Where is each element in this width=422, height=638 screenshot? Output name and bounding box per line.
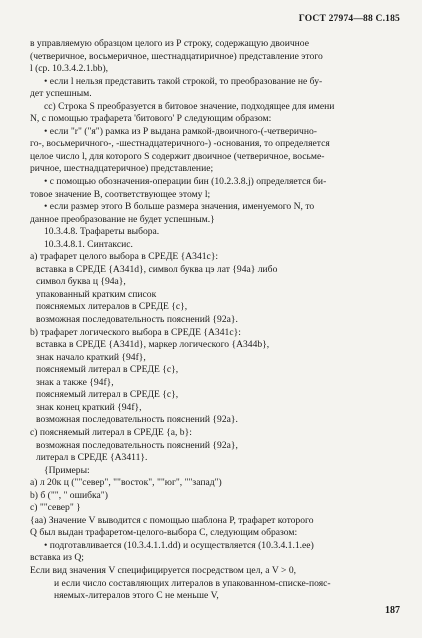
body-text (30, 38, 398, 603)
rule-line: поясняемый литерал в СРЕДЕ {c}, (36, 364, 179, 376)
text-line: вставка из Q; (30, 552, 84, 564)
text-line: • если l нельзя представить такой строкой, то преобразование не бу- (44, 75, 323, 87)
text-line: (четверичное, восьмеричное, шестнадцатиричное) представление этого (30, 50, 323, 62)
text-line: и если число составляющих литералов в упакованном-списке-пояс- (54, 577, 331, 589)
rule-line: возможная последовательность пояснений {92a}. (36, 414, 238, 426)
text-line: N, с помощью трафарета 'битового' Р следующим образом: (30, 113, 272, 125)
example-line: c) ""север" } (30, 502, 81, 514)
text-line: товое значение В, соответствующее этому l; (30, 188, 211, 200)
rule-line: a) трафарет целого выбора в СРЕДЕ {A341c}: (30, 251, 219, 263)
rule-line: возможная последовательность пояснений {92a}. (36, 314, 238, 326)
rule-line: символ буква ц {94a}, (36, 276, 126, 288)
rule-line: b) трафарет логического выбора в СРЕДЕ {A341c}: (30, 326, 241, 338)
example-line: b) б ("", " ошибка") (30, 489, 108, 501)
text-line: • если размер этого В больше размера значения, именуемого N, то (44, 201, 315, 213)
text-line: Если вид значения V специфицируется посредством цел, а V > 0, (30, 564, 297, 576)
rule-line: c) поясняемый литерал в СРЕДЕ {a, b}: (30, 426, 192, 438)
examples-heading: {Примеры: (44, 464, 90, 476)
text-line: в управляемую образцом целого из Р строку, содержащую двоичное (30, 38, 309, 49)
text-line: ричное, шестнадцатеричное) представление; (30, 163, 214, 175)
page-number: 187 (385, 605, 400, 616)
rule-line: возможная последовательность пояснений {92a}, (36, 439, 238, 451)
rule-line: вставка в СРЕДЕ {A341d}, маркер логического {A344b}, (36, 339, 270, 351)
section-heading: 10.3.4.8.1. Синтаксис. (44, 238, 133, 250)
text-line: няемых-литералов этого С не меньше V, (54, 590, 219, 602)
rule-line: упакованный кратким список (36, 288, 157, 300)
text-line: {аа) Значение V выводится с помощью шаблона Р, трафарет которого (30, 514, 314, 526)
text-line: го-, восьмеричного-, -шестнадцатеричного-) -основания, то определяется (30, 138, 330, 150)
text-line: • подготавливается (10.3.4.1.1.dd) и осуществляется (10.3.4.1.1.ee) (44, 539, 314, 551)
text-line: l (ср. 10.3.4.2.1.bb), (30, 63, 109, 75)
rule-line: вставка в СРЕДЕ {A341d}, символ буква цэ лат {94a} либо (36, 263, 278, 275)
text-line: • если "r" ("я") рамка из Р выдана рамкой-двоичного-(-четверично- (44, 125, 317, 137)
rule-line: поясняемый литерал в СРЕДЕ {c}, (36, 389, 179, 401)
rule-line: знак конец краткий {94f}, (36, 401, 142, 413)
text-line: дет успешным. (30, 88, 92, 100)
rule-line: знак а также {94f}, (36, 376, 114, 388)
text-line: данное преобразование не будет успешным.} (30, 213, 215, 225)
section-heading: 10.3.4.8. Трафареты выбора. (44, 226, 160, 238)
running-header: ГОСТ 27974—88 С.185 (298, 14, 400, 24)
text-line: Q был выдан трафаретом-целого-выбора С, следующим образом: (30, 527, 298, 539)
example-line: a) л 20к ц (""север", ""восток", ""юг", ""запад") (30, 477, 222, 489)
rule-line: поясняемых литералов в СРЕДЕ {c}, (36, 301, 188, 313)
rule-line: литерал в СРЕДЕ {A3411}. (36, 452, 148, 464)
rule-line: знак начало краткий {94f}, (36, 351, 146, 363)
text-line: cc) Строка S преобразуется в битовое значение, подходящее для имени (44, 100, 335, 112)
text-line: • с помощью обозначения-операции бин (10.2.3.8.j) определяется би- (44, 176, 327, 188)
text-line: целое число l, для которого S содержит двоичное (четверичное, восьме- (30, 150, 325, 162)
